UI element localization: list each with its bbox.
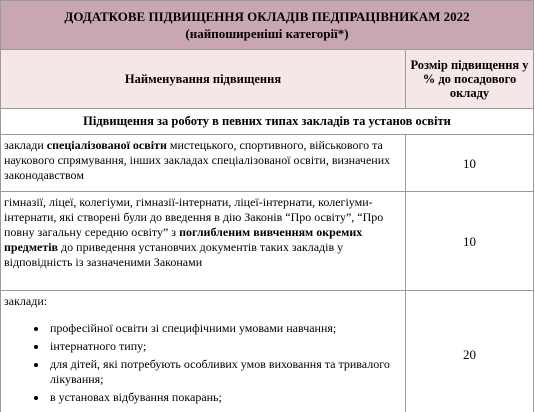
table-row — [1, 135, 534, 192]
row-text: мистецького, спортивного, військового та наукового спрямування, інших закладах спеціалізованої освіти, визначених законодавством — [4, 138, 391, 182]
row-text-bold: спеціалізованої освіти — [46, 138, 167, 152]
section-row — [1, 109, 534, 135]
bullet-list — [4, 321, 402, 405]
list-item: • для дітей, які потребують особливих умов виховання та тривалого лікування; — [48, 357, 402, 387]
list-item: • в установах відбування покарань; — [48, 390, 402, 405]
row-value: 20 — [406, 291, 534, 412]
row-description — [1, 291, 406, 412]
table-row — [1, 291, 534, 412]
header-name: Найменування підвищення — [1, 50, 406, 109]
row-text: до приведення установчих документів таких закладів у відповідність із зазначеними Законами — [4, 240, 344, 269]
table-header-row — [1, 50, 534, 109]
table-row — [1, 192, 534, 291]
section-title: Підвищення за роботу в певних типах закладів та установ освіти — [1, 109, 534, 135]
row-description — [1, 192, 406, 291]
table-title-line2: (найпоширеніші категорії*) — [185, 26, 349, 41]
row-text: заклади — [4, 138, 47, 152]
table-title-row — [1, 1, 534, 50]
list-item: • професійної освіти зі специфічними умовами навчання; — [48, 321, 402, 336]
row-text-bold: поглибленим вивченням окремих предметів — [4, 225, 363, 254]
list-item: • інтернатного типу; — [48, 339, 402, 354]
header-size: Розмір підвищення у % до посадового окладу — [406, 50, 534, 109]
row-value: 10 — [406, 192, 534, 291]
table-title-line1: ДОДАТКОВЕ ПІДВИЩЕННЯ ОКЛАДІВ ПЕДПРАЦІВНИКАМ 2022 — [64, 9, 470, 24]
row-intro: заклади: — [4, 294, 48, 308]
row-text: гімназії, ліцеї, колегіуми, гімназії-інтернати, ліцеї-інтернати, колегіуми-інтернати, які створені були до введення в дію Законів “Про освіту”, “Про повну загальну середню освіту” з — [4, 195, 384, 239]
row-value: 10 — [406, 135, 534, 192]
table-title — [1, 1, 534, 50]
row-description — [1, 135, 406, 192]
